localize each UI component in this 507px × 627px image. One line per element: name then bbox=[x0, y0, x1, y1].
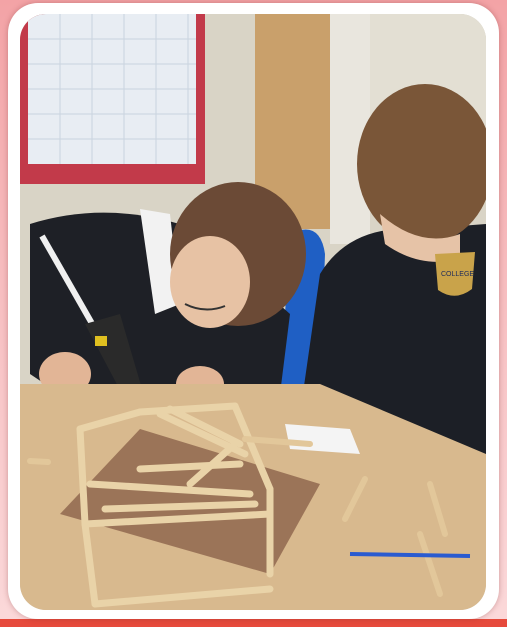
glue-gun-label bbox=[95, 336, 107, 346]
classroom-photo bbox=[20, 14, 486, 610]
left-child-face bbox=[170, 236, 250, 328]
bottom-strip bbox=[0, 619, 507, 627]
pencil bbox=[350, 554, 470, 556]
photo-illustration bbox=[20, 14, 486, 610]
badge-text: COLLEGE bbox=[441, 271, 475, 278]
